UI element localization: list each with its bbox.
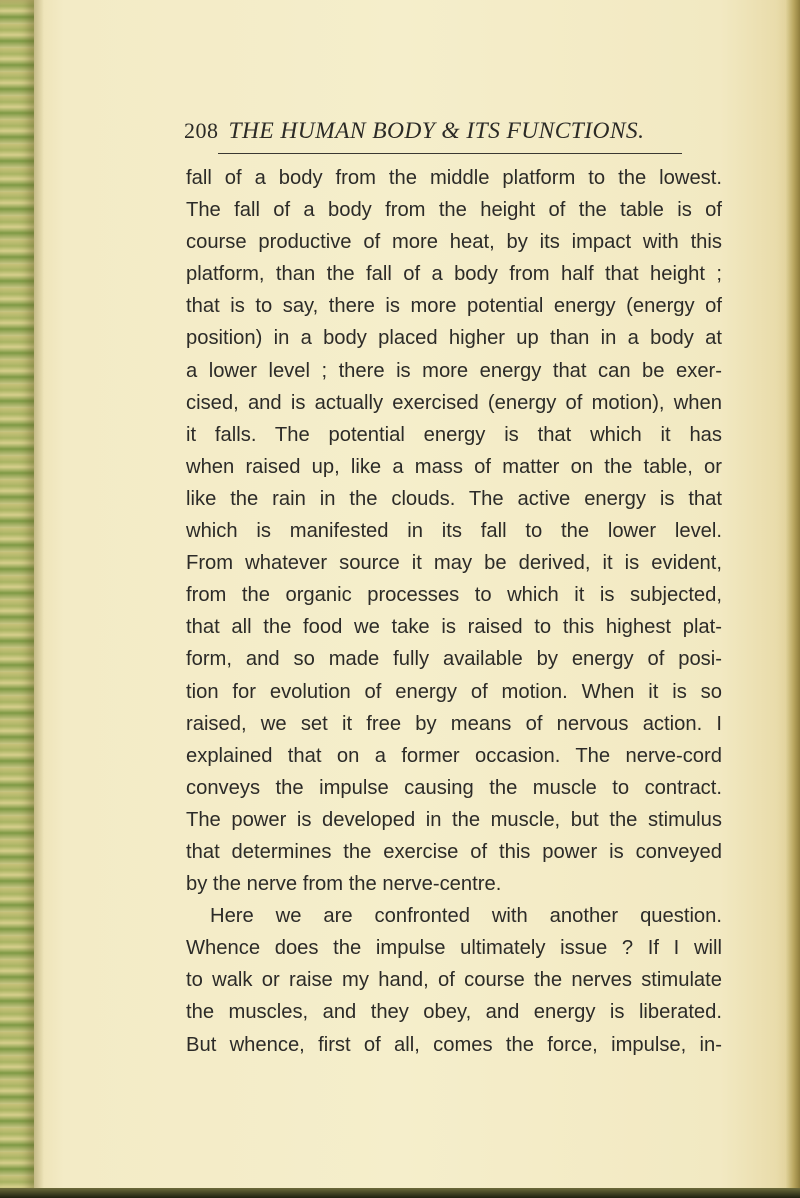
body-text	[186, 162, 722, 1061]
text-line: position) in a body placed higher up than in a body at	[186, 327, 722, 350]
text-line: tion for evolution of energy of motion. When it is so	[186, 680, 722, 703]
text-line: when raised up, like a mass of matter on the table, or	[186, 455, 722, 478]
text-line: like the rain in the clouds. The active energy is that	[186, 487, 722, 510]
text-line: But whence, first of all, comes the force, impulse, in-	[186, 1033, 722, 1056]
text-line: which is manifested in its fall to the lower level.	[186, 520, 722, 543]
header-rule	[218, 153, 682, 154]
text-line: course productive of more heat, by its impact with this	[186, 231, 722, 254]
text-line: cised, and is actually exercised (energy of motion), when	[186, 391, 722, 414]
text-line: a lower level ; there is more energy that can be exer-	[186, 359, 722, 382]
page-edge	[786, 0, 800, 1198]
text-line: Whence does the impulse ultimately issue ? If I will	[186, 937, 722, 960]
text-line: that determines the exercise of this power is conveyed	[186, 840, 722, 863]
running-header	[184, 118, 704, 150]
text-line: to walk or raise my hand, of course the nerves stimulate	[186, 969, 722, 992]
text-line: Here we are confronted with another question.	[210, 905, 722, 928]
text-line: From whatever source it may be derived, it is evident,	[186, 552, 722, 575]
text-line: The power is developed in the muscle, but the stimulus	[186, 808, 722, 831]
text-line: explained that on a former occasion. The nerve-cord	[186, 744, 722, 767]
text-line: by the nerve from the nerve-centre.	[186, 873, 502, 896]
gutter-shadow	[34, 0, 44, 1198]
running-title: THE HUMAN BODY & ITS FUNCTIONS.	[228, 118, 645, 144]
book-bottom-edge	[0, 1188, 800, 1198]
text-line: it falls. The potential energy is that which it has	[186, 423, 722, 446]
text-line: the muscles, and they obey, and energy is liberated.	[186, 1001, 722, 1024]
text-line: conveys the impulse causing the muscle to contract.	[186, 776, 722, 799]
page-number: 208	[184, 118, 219, 143]
text-line: from the organic processes to which it is subjected,	[186, 584, 722, 607]
text-line: form, and so made fully available by energy of posi-	[186, 648, 722, 671]
binding-gutter	[0, 0, 34, 1198]
text-line: raised, we set it free by means of nervous action. I	[186, 712, 722, 735]
text-line: that all the food we take is raised to this highest plat-	[186, 616, 722, 639]
text-line: platform, than the fall of a body from half that height ;	[186, 263, 722, 286]
text-line: that is to say, there is more potential energy (energy of	[186, 295, 722, 318]
text-line: fall of a body from the middle platform to the lowest.	[186, 167, 722, 189]
text-line: The fall of a body from the height of the table is of	[186, 199, 722, 222]
